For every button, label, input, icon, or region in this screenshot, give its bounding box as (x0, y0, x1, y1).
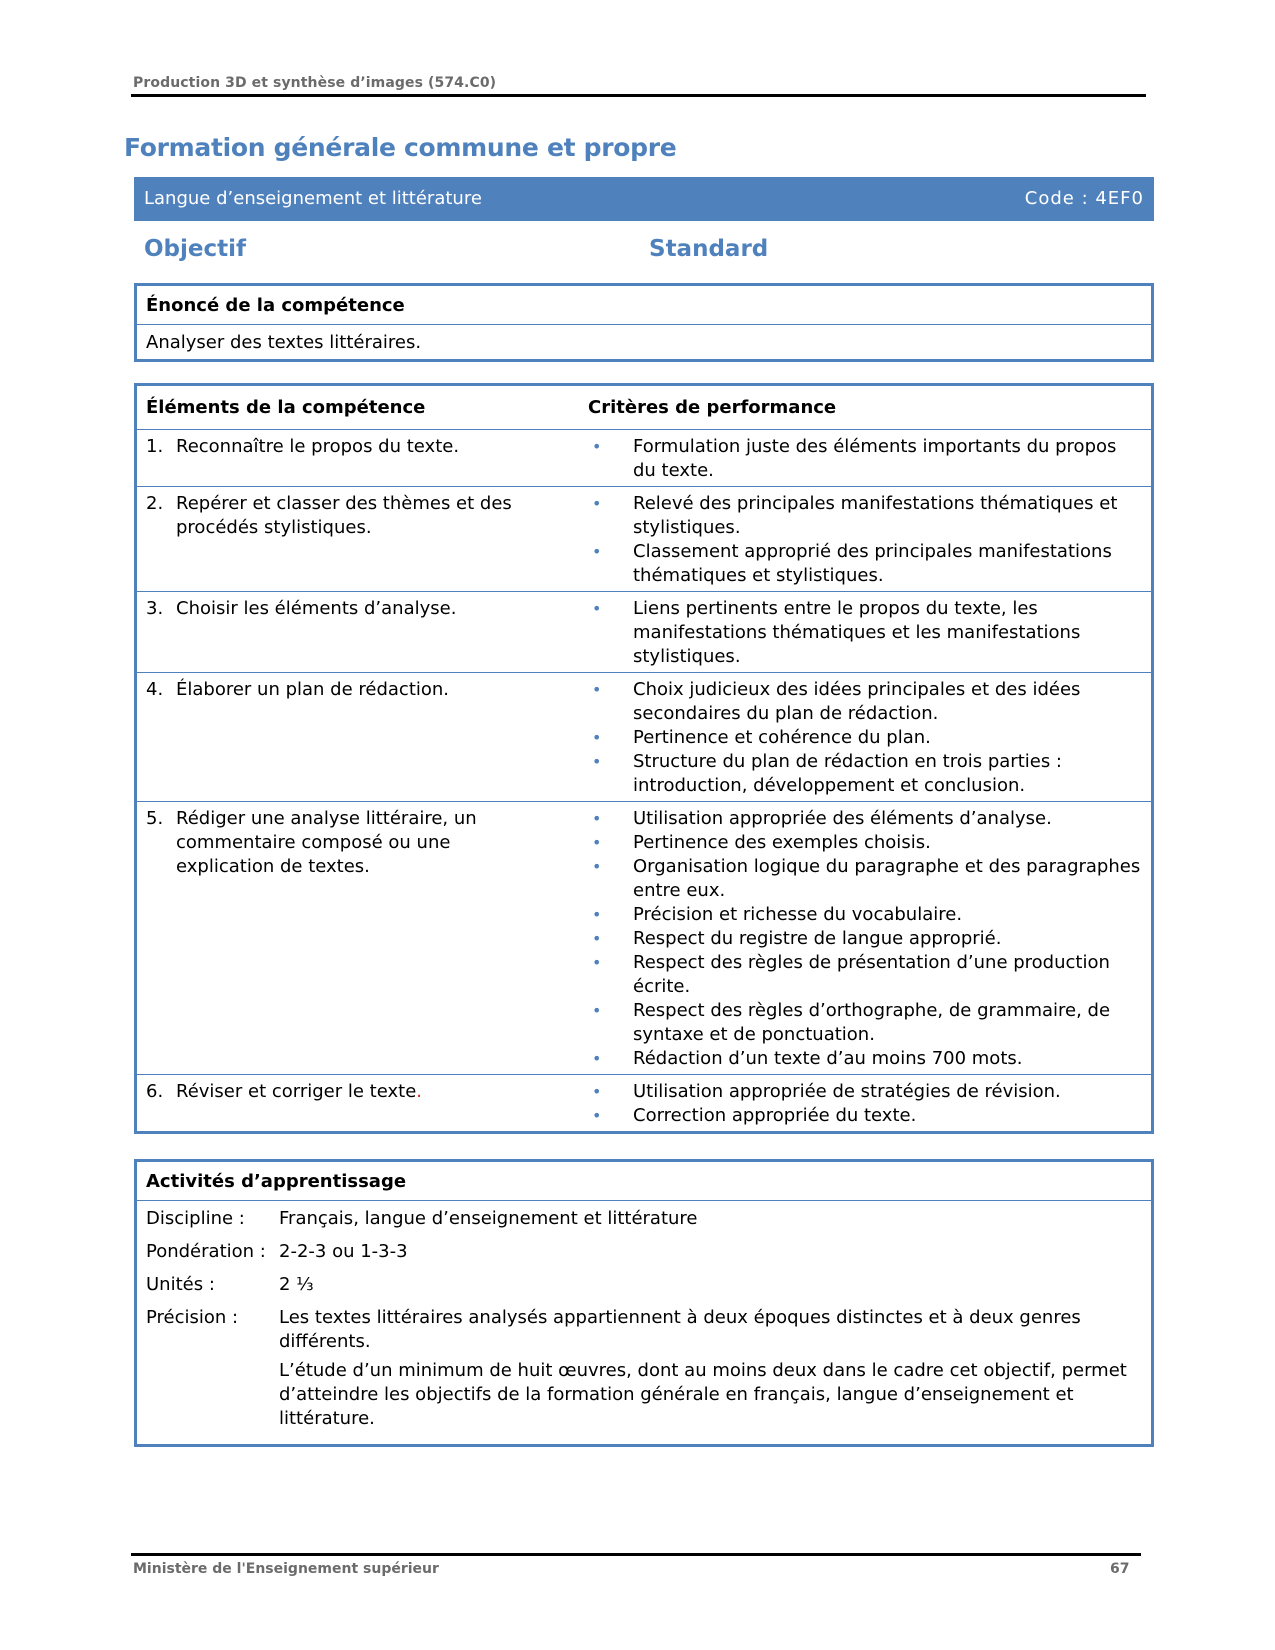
criteria-item (588, 855, 1142, 903)
bullet-icon: • (592, 1082, 602, 1101)
bullet-icon: • (592, 929, 602, 948)
element-label: Réviser et corriger le texte (176, 1081, 417, 1102)
criteria-cell (579, 673, 1151, 802)
bullet-icon: • (592, 599, 602, 618)
criteria-cell (579, 487, 1151, 592)
activite-paragraph: Français, langue d’enseignement et littérature (279, 1208, 698, 1229)
criteria-cell (579, 430, 1151, 487)
element-number: 3. (146, 598, 164, 619)
bullet-icon: • (592, 857, 602, 876)
criteria-item (588, 807, 1142, 831)
element-number: 4. (146, 679, 164, 700)
bullet-icon: • (592, 953, 602, 972)
bullet-icon: • (592, 1049, 602, 1068)
activite-value (279, 1273, 1142, 1302)
course-bar (134, 177, 1154, 221)
criteria-item (588, 903, 1142, 927)
activite-label: Précision : (146, 1307, 239, 1328)
criteria-text: Utilisation appropriée de stratégies de révision. (633, 1081, 1061, 1102)
page-number: 67 (1110, 1561, 1130, 1577)
table-row (137, 673, 1151, 802)
criteria-item (588, 750, 1142, 798)
bullet-icon: • (592, 494, 602, 513)
standard-heading: Standard (649, 236, 769, 262)
header-criteres: Critères de performance (588, 397, 837, 418)
competence-table-grid (137, 386, 1151, 1131)
element-number: 6. (146, 1081, 164, 1102)
bullet-icon: • (592, 809, 602, 828)
criteria-item (588, 597, 1142, 669)
activite-row (137, 1207, 1151, 1236)
criteria-item (588, 1080, 1142, 1104)
bullet-icon: • (592, 752, 602, 771)
activite-paragraph: 2-2-3 ou 1-3-3 (279, 1241, 408, 1262)
element-cell (137, 802, 579, 1075)
element-label: Choisir les éléments d’analyse. (176, 598, 457, 619)
criteria-cell (579, 1075, 1151, 1132)
criteria-item (588, 1104, 1142, 1128)
element-text (176, 1080, 546, 1104)
course-subject: Langue d’enseignement et littérature (144, 188, 482, 209)
table-header-row (137, 386, 1151, 430)
table-row (137, 1075, 1151, 1132)
criteria-list (588, 1080, 1142, 1128)
bullet-icon: • (592, 1106, 602, 1125)
enonce-text: Analyser des textes littéraires. (146, 332, 422, 353)
competence-table (134, 383, 1154, 1134)
header-elements: Éléments de la compétence (146, 397, 426, 418)
criteria-text: Classement approprié des principales manifestations thématiques et stylistiques. (633, 541, 1112, 586)
criteria-text: Rédaction d’un texte d’au moins 700 mots. (633, 1048, 1023, 1069)
criteria-item (588, 951, 1142, 999)
element-cell (137, 487, 579, 592)
criteria-text: Précision et richesse du vocabulaire. (633, 904, 963, 925)
header-rule (131, 94, 1146, 97)
activite-row (137, 1273, 1151, 1302)
criteria-item (588, 927, 1142, 951)
criteria-text: Choix judicieux des idées principales et des idées secondaires du plan de rédaction. (633, 679, 1081, 724)
table-row (137, 592, 1151, 673)
element-cell (137, 592, 579, 673)
activite-label: Discipline : (146, 1208, 245, 1229)
activites-heading: Activités d’apprentissage (137, 1162, 1151, 1201)
element-label: Élaborer un plan de rédaction. (176, 679, 450, 700)
criteria-item (588, 1047, 1142, 1071)
element-text (176, 435, 546, 459)
criteria-text: Correction appropriée du texte. (633, 1105, 917, 1126)
enonce-box (134, 283, 1154, 362)
table-row (137, 802, 1151, 1075)
criteria-text: Pertinence des exemples choisis. (633, 832, 931, 853)
activite-paragraph: 2 ⅓ (279, 1274, 314, 1295)
criteria-text: Utilisation appropriée des éléments d’analyse. (633, 808, 1052, 829)
element-text (176, 678, 546, 702)
criteria-item (588, 726, 1142, 750)
bullet-icon: • (592, 728, 602, 747)
criteria-item (588, 999, 1142, 1047)
criteria-list (588, 678, 1142, 798)
activites-rows (137, 1207, 1151, 1436)
section-title: Formation générale commune et propre (124, 133, 677, 162)
criteria-list (588, 492, 1142, 588)
criteria-text: Organisation logique du paragraphe et des paragraphes entre eux. (633, 856, 1141, 901)
bullet-icon: • (592, 542, 602, 561)
objectif-heading: Objectif (144, 236, 247, 262)
activite-value (279, 1306, 1142, 1436)
criteria-list (588, 435, 1142, 483)
criteria-text: Relevé des principales manifestations thématiques et stylistiques. (633, 493, 1118, 538)
element-cell (137, 430, 579, 487)
bullet-icon: • (592, 680, 602, 699)
criteria-text: Formulation juste des éléments importants du propos du texte. (633, 436, 1117, 481)
element-text (176, 807, 546, 879)
element-label: Reconnaître le propos du texte. (176, 436, 460, 457)
activite-row (137, 1306, 1151, 1436)
element-cell (137, 1075, 579, 1132)
criteria-text: Respect du registre de langue approprié. (633, 928, 1002, 949)
element-text (176, 492, 546, 540)
element-text (176, 597, 546, 621)
activites-box (134, 1159, 1154, 1447)
bullet-icon: • (592, 833, 602, 852)
table-row (137, 487, 1151, 592)
criteria-text: Respect des règles de présentation d’une production écrite. (633, 952, 1110, 997)
bullet-icon: • (592, 905, 602, 924)
criteria-list (588, 807, 1142, 1071)
criteria-text: Pertinence et cohérence du plan. (633, 727, 931, 748)
activite-label: Unités : (146, 1274, 215, 1295)
element-label: Repérer et classer des thèmes et des procédés stylistiques. (176, 493, 512, 538)
enonce-heading: Énoncé de la compétence (137, 286, 1151, 325)
criteria-cell (579, 802, 1151, 1075)
activite-value (279, 1240, 1142, 1269)
bullet-icon: • (592, 1001, 602, 1020)
activite-paragraph: L’étude d’un minimum de huit œuvres, dont au moins deux dans le cadre cet objectif, permet d’atteindre les objectifs de la formation générale en français, langue d’enseignement et littérature. (279, 1360, 1127, 1429)
course-code: Code : 4EF0 (1024, 188, 1144, 209)
activite-paragraph: Les textes littéraires analysés appartiennent à deux époques distinctes et à deux genres différents. (279, 1307, 1081, 1352)
table-row (137, 430, 1151, 487)
element-number: 1. (146, 436, 164, 457)
activite-label: Pondération : (146, 1241, 266, 1262)
element-number: 5. (146, 808, 164, 829)
activite-value (279, 1207, 1142, 1236)
element-label: Rédiger une analyse littéraire, un commentaire composé ou une explication de textes. (176, 808, 477, 877)
footer-rule (131, 1553, 1141, 1556)
element-suffix: . (416, 1081, 423, 1102)
footer-publisher: Ministère de l'Enseignement supérieur (133, 1561, 439, 1577)
criteria-list (588, 597, 1142, 669)
criteria-item (588, 492, 1142, 540)
criteria-item (588, 540, 1142, 588)
criteria-cell (579, 592, 1151, 673)
criteria-item (588, 831, 1142, 855)
criteria-item (588, 678, 1142, 726)
criteria-item (588, 435, 1142, 483)
bullet-icon: • (592, 437, 602, 456)
element-cell (137, 673, 579, 802)
activite-row (137, 1240, 1151, 1269)
element-number: 2. (146, 493, 164, 514)
running-header: Production 3D et synthèse d’images (574.C0) (133, 75, 497, 91)
criteria-text: Respect des règles d’orthographe, de grammaire, de syntaxe et de ponctuation. (633, 1000, 1111, 1045)
criteria-text: Structure du plan de rédaction en trois parties : introduction, développement et conclusion. (633, 751, 1062, 796)
criteria-text: Liens pertinents entre le propos du texte, les manifestations thématiques et les manifestations stylistiques. (633, 598, 1081, 667)
